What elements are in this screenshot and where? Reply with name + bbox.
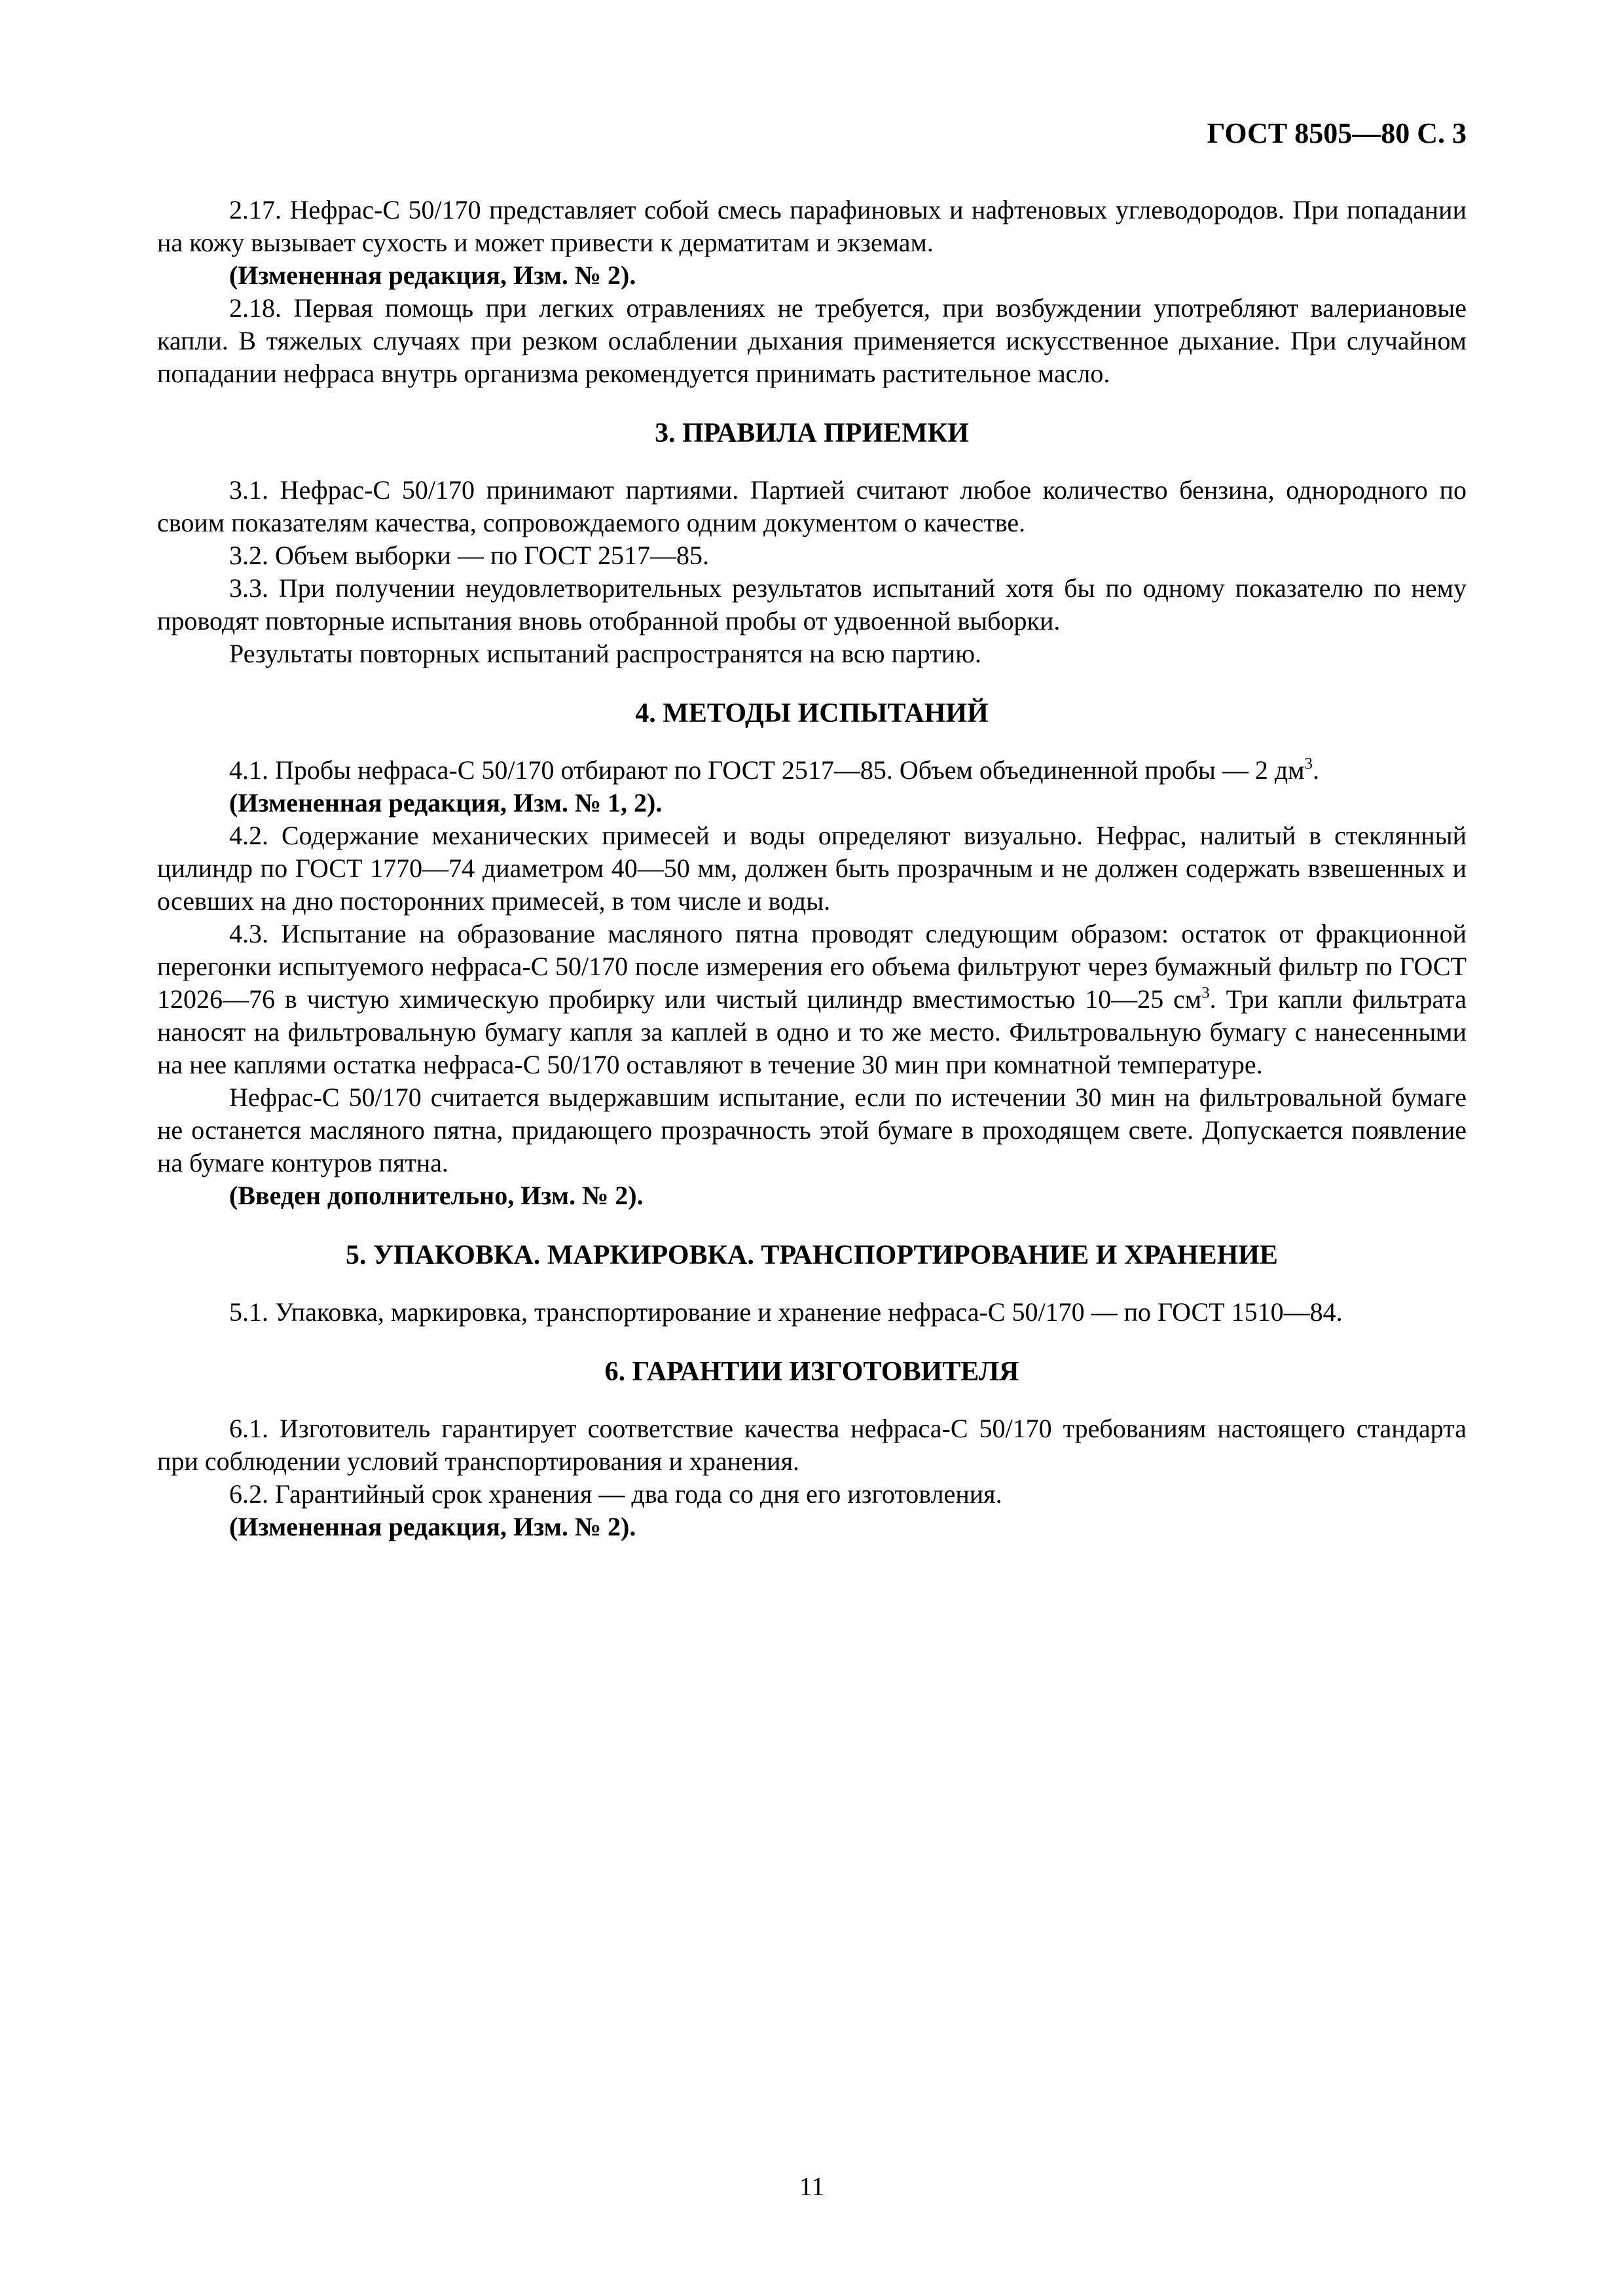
amendment-note-2-17: (Измененная редакция, Изм. № 2).: [229, 260, 636, 290]
paragraph-5-1: 5.1. Упаковка, маркировка, транспортирование и хранение нефраса-С 50/170 — по ГОСТ 1510—84.: [229, 1297, 1343, 1327]
paragraph-4-1-superscript: 3: [1304, 755, 1313, 773]
paragraph-4-3: [157, 918, 1467, 1081]
amendment-note-4-3: (Введен дополнительно, Изм. № 2).: [229, 1181, 644, 1210]
paragraph-3-3-results: Результаты повторных испытаний распространятся на всю партию.: [229, 639, 981, 668]
paragraph-4-3-criterion: Нефрас-С 50/170 считается выдержавшим испытание, если по истечении 30 мин на фильтровальной бумаге не останется масляного пятна, придающего прозрачность этой бумаге в проходящем свете. Допускается появление на бумаге контуров пятна.: [157, 1083, 1467, 1177]
document-page: [157, 98, 1467, 2225]
paragraph-4-2: 4.2. Содержание механических примесей и воды определяют визуально. Нефрас, налитый в стеклянный цилиндр по ГОСТ 1770—74 диаметром 40—50 мм, должен быть прозрачным и не должен содержать взвешенных и осевших на дно посторонних примесей, в том числе и воды.: [157, 821, 1467, 916]
paragraph-3-2: 3.2. Объем выборки — по ГОСТ 2517—85.: [229, 541, 709, 570]
paragraph-2-18: 2.18. Первая помощь при легких отравлениях не требуется, при возбуждении употребляют валериановые капли. В тяжелых случаях при резком ослаблении дыхания применяется искусственное дыхание. При случайном попадании нефраса внутрь организма рекомендуется принимать растительное масло.: [157, 293, 1467, 388]
paragraph-3-3: 3.3. При получении неудовлетворительных результатов испытаний хотя бы по одному показателю по нему проводят повторные испытания вновь отобранной пробы от удвоенной выборки.: [157, 573, 1467, 636]
paragraph-6-2: 6.2. Гарантийный срок хранения — два года со дня его изготовления.: [229, 1479, 1002, 1509]
amendment-note-6-2: (Измененная редакция, Изм. № 2).: [229, 1512, 636, 1541]
section-title-test-methods: 4. МЕТОДЫ ИСПЫТАНИЙ: [635, 698, 989, 728]
paragraph-4-3-text-b: . Три капли фильтрата наносят на фильтровальную бумагу капля за каплей в одно и то же место. Фильтровальную бумагу с нанесенными на нее каплями остатка нефраса-С 50/170 оставляют в течение 30 мин при комнатной температуре.: [157, 984, 1467, 1079]
paragraph-4-3-text-a: 4.3. Испытание на образование масляного пятна проводят следующим образом: остаток от фракционной перегонки испытуемого нефраса-С 50/170 после измерения его объема фильтруют через бумажный фильтр по ГОСТ 12026—76 в чистую химическую пробирку или чистый цилиндр вместимостью 10—25 см: [157, 919, 1467, 1014]
paragraph-3-1: 3.1. Нефрас-С 50/170 принимают партиями. Партией считают любое количество бензина, однородного по своим показателям качества, сопровождаемого одним документом о качестве.: [157, 475, 1467, 537]
page-header: ГОСТ 8505—80 С. 3: [1207, 117, 1467, 149]
paragraph-4-1-text: 4.1. Пробы нефраса-С 50/170 отбирают по ГОСТ 2517—85. Объем объединенной пробы — 2 дм: [229, 755, 1305, 785]
paragraph-2-17: 2.17. Нефрас-С 50/170 представляет собой смесь парафиновых и нафтеновых углеводородов. При попадании на кожу вызывает сухость и может привести к дерматитам и экземам.: [157, 195, 1467, 257]
amendment-note-4-1: (Измененная редакция, Изм. № 1, 2).: [229, 788, 663, 817]
paragraph-4-1: [157, 754, 1467, 787]
section-title-manufacturer-warranty: 6. ГАРАНТИИ ИЗГОТОВИТЕЛЯ: [604, 1357, 1019, 1387]
paragraph-6-1: 6.1. Изготовитель гарантирует соответствие качества нефраса-С 50/170 требованиям настоящего стандарта при соблюдении условий транспортирования и хранения.: [157, 1414, 1467, 1476]
document-body: [157, 194, 1467, 1543]
paragraph-4-1-end: .: [1312, 755, 1319, 785]
section-title-packaging: 5. УПАКОВКА. МАРКИРОВКА. ТРАНСПОРТИРОВАНИЕ И ХРАНЕНИЕ: [346, 1240, 1278, 1270]
paragraph-4-3-superscript: 3: [1201, 984, 1210, 1002]
section-title-acceptance-rules: 3. ПРАВИЛА ПРИЕМКИ: [655, 418, 969, 448]
page-number: 11: [799, 2172, 825, 2201]
